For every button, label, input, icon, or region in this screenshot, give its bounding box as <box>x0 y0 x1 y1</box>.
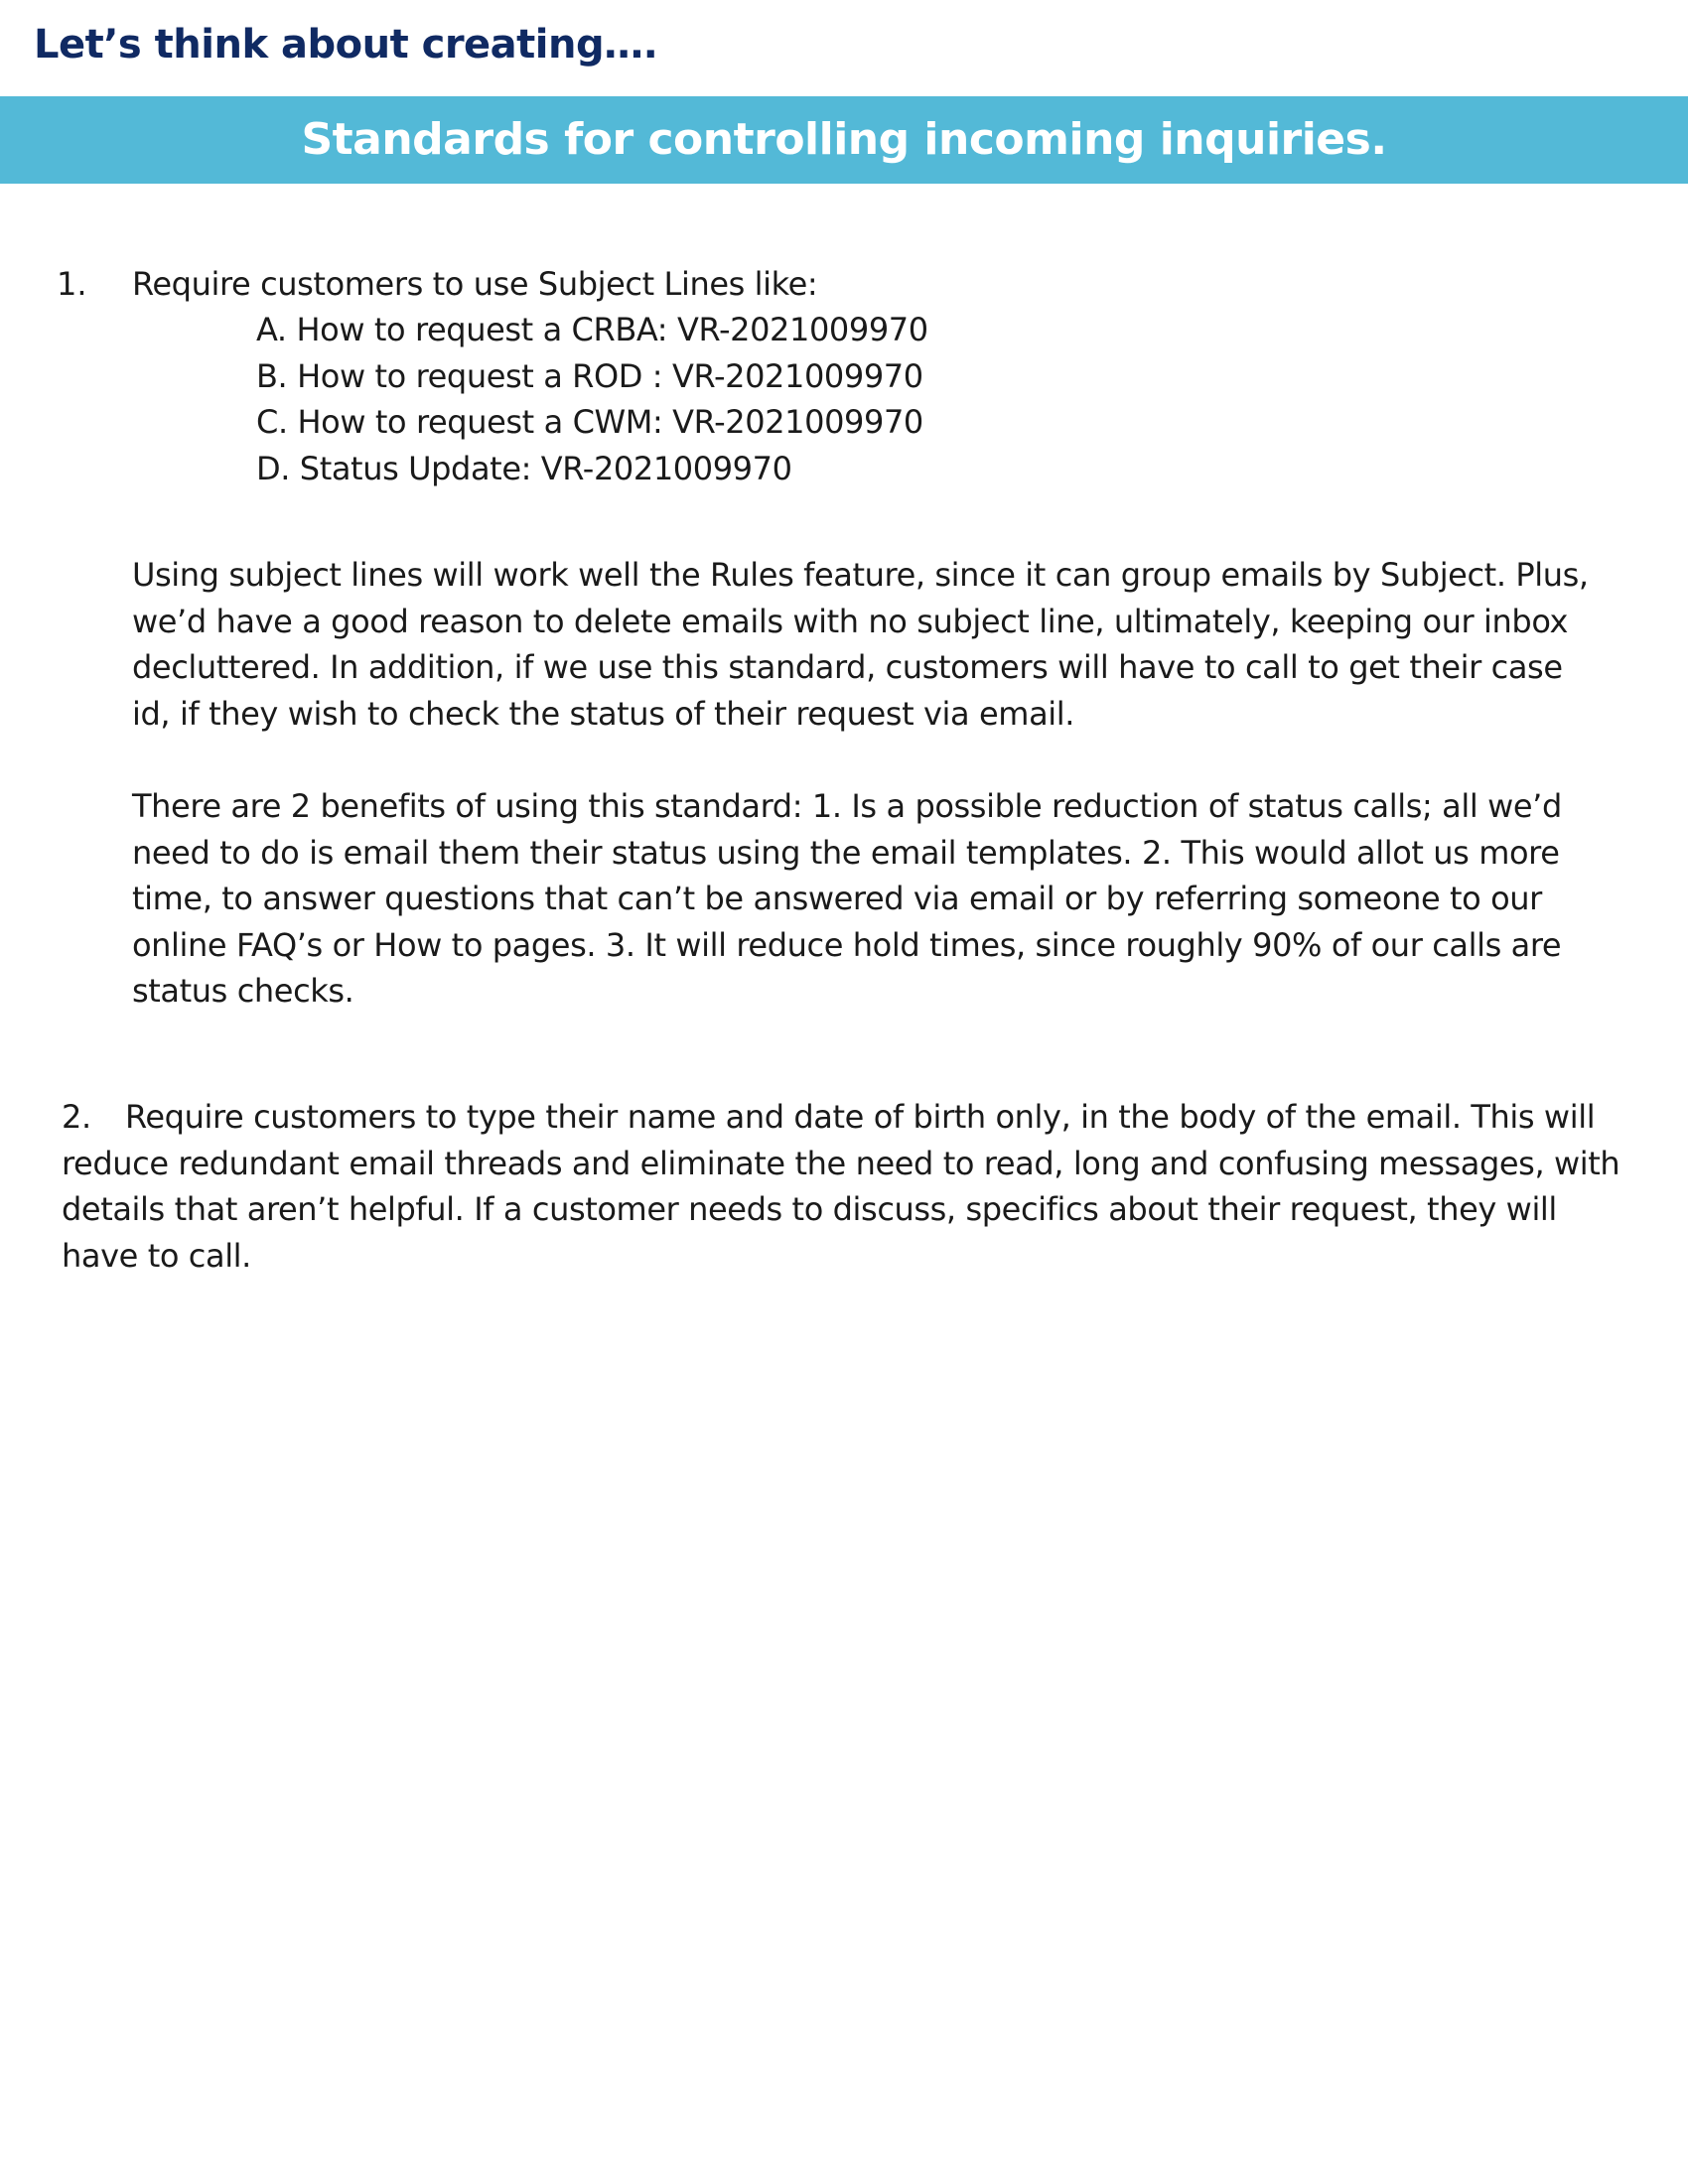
subject-line-example: D. Status Update: VR-2021009970 <box>256 450 792 487</box>
list-item-number: 2. <box>62 1098 91 1136</box>
body-paragraph: Using subject lines will work well the Rules feature, since it can group emails by Subject. Plus, we’d have a good reason to delete emails with no subject line, ultimately, keeping our inbox decluttered. In addition, if we use this standard, customers will have to call to get their case id, if they wish to check the status of their request via email. <box>132 556 1589 733</box>
list-item <box>62 1094 1640 1279</box>
banner-title: Standards for controlling incoming inquiries. <box>301 114 1387 165</box>
list-item-heading: Require customers to use Subject Lines like: <box>132 265 818 303</box>
subject-line-example: A. How to request a CRBA: VR-2021009970 <box>256 311 928 348</box>
subject-line-example: B. How to request a ROD : VR-2021009970 <box>256 357 923 395</box>
subject-line-example: C. How to request a CWM: VR-2021009970 <box>256 403 923 441</box>
list-item-text: Require customers to type their name and date of birth only, in the body of the email. This will reduce redundant email threads and eliminate the need to read, long and confusing messages, with details that aren’t helpful. If a customer needs to discuss, specifics about their request, they will have to call. <box>62 1098 1620 1275</box>
page-title: Let’s think about creating…. <box>34 22 658 68</box>
list-item-number: 1. <box>57 265 87 303</box>
title-banner <box>0 96 1688 184</box>
body-paragraph: There are 2 benefits of using this standard: 1. Is a possible reduction of status calls; all we’d need to do is email them their status using the email templates. 2. This would allot us more time, to answer questions that can’t be answered via email or by referring someone to our online FAQ’s or How to pages. 3. It will reduce hold times, since roughly 90% of our calls are status checks. <box>132 787 1562 1010</box>
